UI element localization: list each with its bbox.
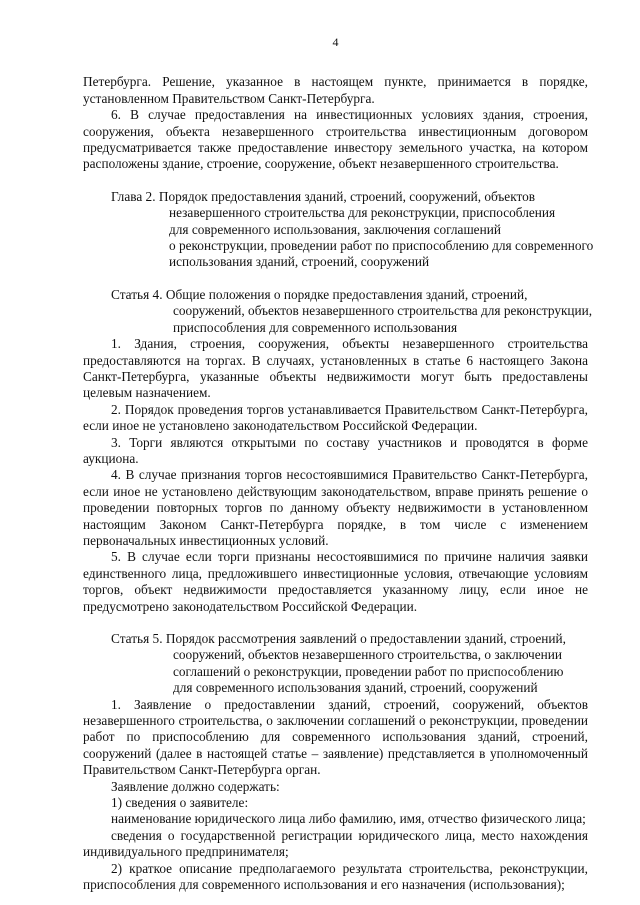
intro-paragraph-1: Петербурга. Решение, указанное в настоящем пункте, принимается в порядке, установленном Правительством Санкт-Петербурга. <box>83 74 588 106</box>
chapter-2-heading-line: Глава 2. Порядок предоставления зданий, строений, сооружений, объектов <box>111 188 536 204</box>
article-4-heading-line: приспособления для современного использования <box>173 319 458 335</box>
chapter-2-heading-line: использования зданий, строений, сооружений <box>169 254 430 270</box>
article-5-item-2: 2) краткое описание предполагаемого результата строительства, реконструкции, приспособления для современного использования и его назначения (использования); <box>83 860 588 893</box>
article-5-requirements-intro: Заявление должно содержать: <box>111 778 280 794</box>
chapter-2-heading-line: о реконструкции, проведении работ по приспособлению для современного <box>169 238 594 254</box>
article-5-heading-line: для современного использования зданий, строений, сооружений <box>173 680 538 696</box>
article-5-heading <box>83 631 588 697</box>
article-5-heading-line: Статья 5. Порядок рассмотрения заявлений о предоставлении зданий, строений, <box>111 631 566 646</box>
article-5-item-1-name: наименование юридического лица либо фамилию, имя, отчество физического лица; <box>111 811 586 827</box>
intro-paragraph-2: 6. В случае предоставления на инвестиционных условиях здания, строения, сооружения, объекта незавершенного строительства инвестиционным договором предусматривается также предоставление инвестору земельного участка, на котором расположены здание, строение, сооружение, объект незавершенного строительства. <box>83 107 588 172</box>
article-4-paragraph-1: 1. Здания, строения, сооружения, объекты незавершенного строительства предоставляются на торгах. В случаях, установленных в статье 6 настоящего Закона Санкт-Петербурга, указанные объекты недвижимости могут быть предоставлены целевым назначением. <box>83 336 588 401</box>
article-4-paragraph-3: 3. Торги являются открытыми по составу участников и проводятся в форме аукциона. <box>83 434 588 466</box>
article-5-item-1: 1) сведения о заявителе: <box>111 795 249 811</box>
article-4-paragraph-5: 5. В случае если торги признаны несостоявшимися по причине наличия заявки единственного лица, предложившего инвестиционные условия, отвечающие условиям торгов, объект недвижимости предоставляется указанному лицу, если иное не предусмотрено законодательством Российской Федерации. <box>83 549 588 614</box>
article-5-item-1-registration: сведения о государственной регистрации юридического лица, место нахождения индивидуального предпринимателя; <box>83 827 588 860</box>
article-5-heading-line: сооружений, объектов незавершенного строительства, о заключении <box>173 647 562 663</box>
article-4-heading-line: сооружений, объектов незавершенного строительства для реконструкции, <box>173 303 593 319</box>
article-5-heading-line: соглашений о реконструкции, проведении работ по приспособлению <box>173 663 564 679</box>
chapter-2-heading-line: незавершенного строительства для реконструкции, приспособления <box>169 205 556 221</box>
article-4-heading-line: Статья 4. Общие положения о порядке предоставления зданий, строений, <box>111 286 528 302</box>
article-5-paragraph-1: 1. Заявление о предоставлении зданий, строений, сооружений, объектов незавершенного строительства, о заключении соглашений о реконструкции, проведении работ по приспособлению для современного использования зданий, строений, сооружений (далее в настоящей статье – заявление) представляется в уполномоченный Правительством Санкт-Петербурга орган. <box>83 696 588 778</box>
article-4-paragraph-4: 4. В случае признания торгов несостоявшимися Правительство Санкт-Петербурга, если иное не установлено действующим законодательством, вправе принять решение о проведении повторных торгов по данному объекту недвижимости в установленном настоящим Законом Санкт-Петербурга порядке, в том числе с изменением первоначальных инвестиционных условий. <box>83 467 588 548</box>
article-4-heading <box>83 286 593 336</box>
article-4-paragraph-2: 2. Порядок проведения торгов устанавливается Правительством Санкт-Петербурга, если иное не установлено законодательством Российской Федерации. <box>83 401 588 434</box>
page-number: 4 <box>332 35 339 49</box>
chapter-2-heading <box>83 188 594 271</box>
chapter-2-heading-line: для современного использования, заключения соглашений <box>169 221 501 237</box>
